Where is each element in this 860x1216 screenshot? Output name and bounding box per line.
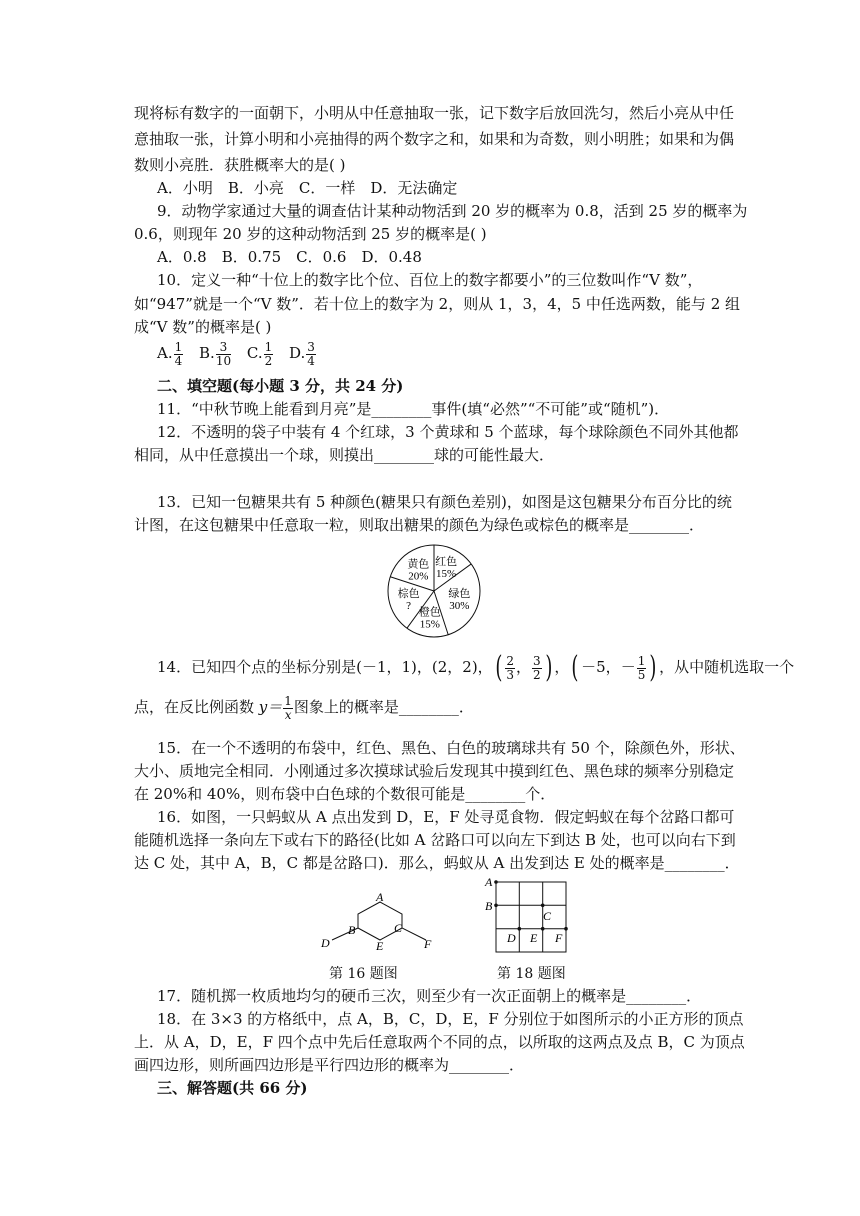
candy-pie-chart <box>379 541 489 641</box>
label-c: C <box>543 909 552 923</box>
q10-text: 10．定义一种“十位上的数字比个位、百位上的数字都要小”的三位数叫作“V 数”， <box>157 271 703 289</box>
q9-options: A．0.8 B．0.75 C．0.6 D．0.48 <box>157 248 422 266</box>
q13-text: 计图，在这包糖果中任意取一粒，则取出糖果的颜色为绿色或棕色的概率是________． <box>134 516 705 534</box>
figure-18-caption: 第 18 题图 <box>497 966 566 982</box>
section-heading: 二、填空题(每小题 3 分，共 24 分) <box>157 377 404 395</box>
q16-text: 16．如图，一只蚂蚁从 A 点出发到 D，E，F 处寻觅食物．假定蚂蚁在每个岔路口都可 <box>157 808 735 826</box>
q14-text: 点，在反比例函数 y＝ $\frac{1}{x}$图象上的概率是________． <box>134 693 474 722</box>
label-f: F <box>555 931 563 945</box>
section-heading: 三、解答题(共 66 分) <box>157 1079 308 1097</box>
q11-text: 11．“中秋节晚上能看到月亮”是________事件(填“必然”“不可能”或“随机”)． <box>157 400 670 418</box>
pie-slice-label: 绿色 <box>448 588 471 601</box>
q10-options <box>157 338 327 368</box>
label-d: D <box>507 931 516 945</box>
q10-option-a: A. $\frac{1}{4}$ <box>157 339 183 368</box>
label-b: B <box>348 923 356 937</box>
q17-text: 17．随机掷一枚质地均匀的硬币三次，则至少有一次正面朝上的概率是________． <box>157 987 702 1005</box>
q10-text: 如“947”就是一个“V 数”．若十位上的数字为 2，则从 1，3，4，5 中任选两数，能与 2 组 <box>134 295 741 313</box>
label-e: E <box>376 939 384 953</box>
pie-slice-label: 红色 <box>435 556 458 569</box>
q15-text: 15．在一个不透明的布袋中，红色、黑色、白色的玻璃球共有 50 个，除颜色外，形状、 <box>157 739 745 757</box>
pie-slice-label: 橙色 <box>418 606 441 619</box>
q10-option-b: B. $\frac{3}{10}$ <box>199 339 232 368</box>
figure-16-caption: 第 16 题图 <box>329 966 398 982</box>
q12-text: 相同，从中任意摸出一个球，则摸出________球的可能性最大． <box>134 446 555 464</box>
q9-text: 9．动物学家通过大量的调查估计某种动物活到 20 岁的概率为 0.8，活到 25 岁的概率为 <box>157 202 748 220</box>
pie-slice-percent: 30% <box>449 600 470 613</box>
text-line: 意抽取一张，计算小明和小亮抽得的两个数字之和，如果和为奇数，则小明胜；如果和为偶 <box>134 130 735 148</box>
q10-option-d: D. $\frac{3}{4}$ <box>289 339 315 368</box>
q15-text: 在 20%和 40%，则布袋中白色球的个数很可能是________个． <box>134 785 556 803</box>
q13-text: 13．已知一包糖果共有 5 种颜色(糖果只有颜色差别)，如图是这包糖果分布百分比的统 <box>157 493 732 511</box>
label-a: A <box>485 875 493 889</box>
label-f: F <box>424 937 432 951</box>
label-d: D <box>321 936 330 950</box>
figure-18-grid <box>484 874 570 958</box>
pie-slice-percent: 15% <box>436 568 457 581</box>
q8-options: A．小明 B．小亮 C．一样 D．无法确定 <box>157 179 458 197</box>
q18-text: 上．从 A，D，E，F 四个点中先后任意取两个不同的点，以所取的这两点及点 B，C 为顶点 <box>134 1033 745 1051</box>
pie-slice-percent: 20% <box>408 570 429 583</box>
text-line: 数则小亮胜．获胜概率大的是( ) <box>134 156 346 174</box>
q9-text: 0.6，则现年 20 岁的这种动物活到 25 岁的概率是( ) <box>134 225 487 243</box>
label-e: E <box>530 931 538 945</box>
q10-option-c: C. $\frac{1}{2}$ <box>246 339 273 368</box>
q16-text: 能随机选择一条向左下或右下的路径(比如 A 岔路口可以向左下到达 B 处，也可以向右下到 <box>134 831 736 849</box>
q18-text: 18．在 3×3 的方格纸中，点 A，B，C，D，E，F 分别位于如图所示的小正方形的顶点 <box>157 1010 744 1028</box>
q14-text: 14．已知四个点的坐标分别是(－1，1)，(2，2)，( $\frac{2}{3}$ ， $\frac{3}{2}$ ) ，( －5，－ $\frac{1}{5}$ ) ，从中随机选取一个 <box>157 650 795 685</box>
pie-slice-percent: 15% <box>419 618 440 631</box>
figure-16-diagram <box>318 890 438 960</box>
pie-slice-percent: ? <box>406 600 412 613</box>
text-line: 现将标有数字的一面朝下，小明从中任意抽取一张，记下数字后放回洗匀，然后小亮从中任 <box>134 104 735 122</box>
pie-slices <box>388 545 480 637</box>
label-a: A <box>376 890 384 904</box>
label-b: B <box>485 899 493 913</box>
label-c: C <box>394 921 403 935</box>
q10-text: 成“V 数”的概率是( ) <box>134 318 272 336</box>
pie-slice-label: 黄色 <box>407 558 430 571</box>
q16-text: 达 C 处，其中 A，B，C 都是岔路口)．那么，蚂蚁从 A 出发到达 E 处的概率是________． <box>134 854 740 872</box>
q12-text: 12．不透明的袋子中装有 4 个红球，3 个黄球和 5 个蓝球，每个球除颜色不同外其他都 <box>157 423 739 441</box>
q18-text: 画四边形，则所画四边形是平行四边形的概率为________． <box>134 1056 525 1074</box>
q15-text: 大小、质地完全相同．小刚通过多次摸球试验后发现其中摸到红色、黑色球的频率分别稳定 <box>134 762 735 780</box>
pie-slice-label: 棕色 <box>397 588 420 601</box>
